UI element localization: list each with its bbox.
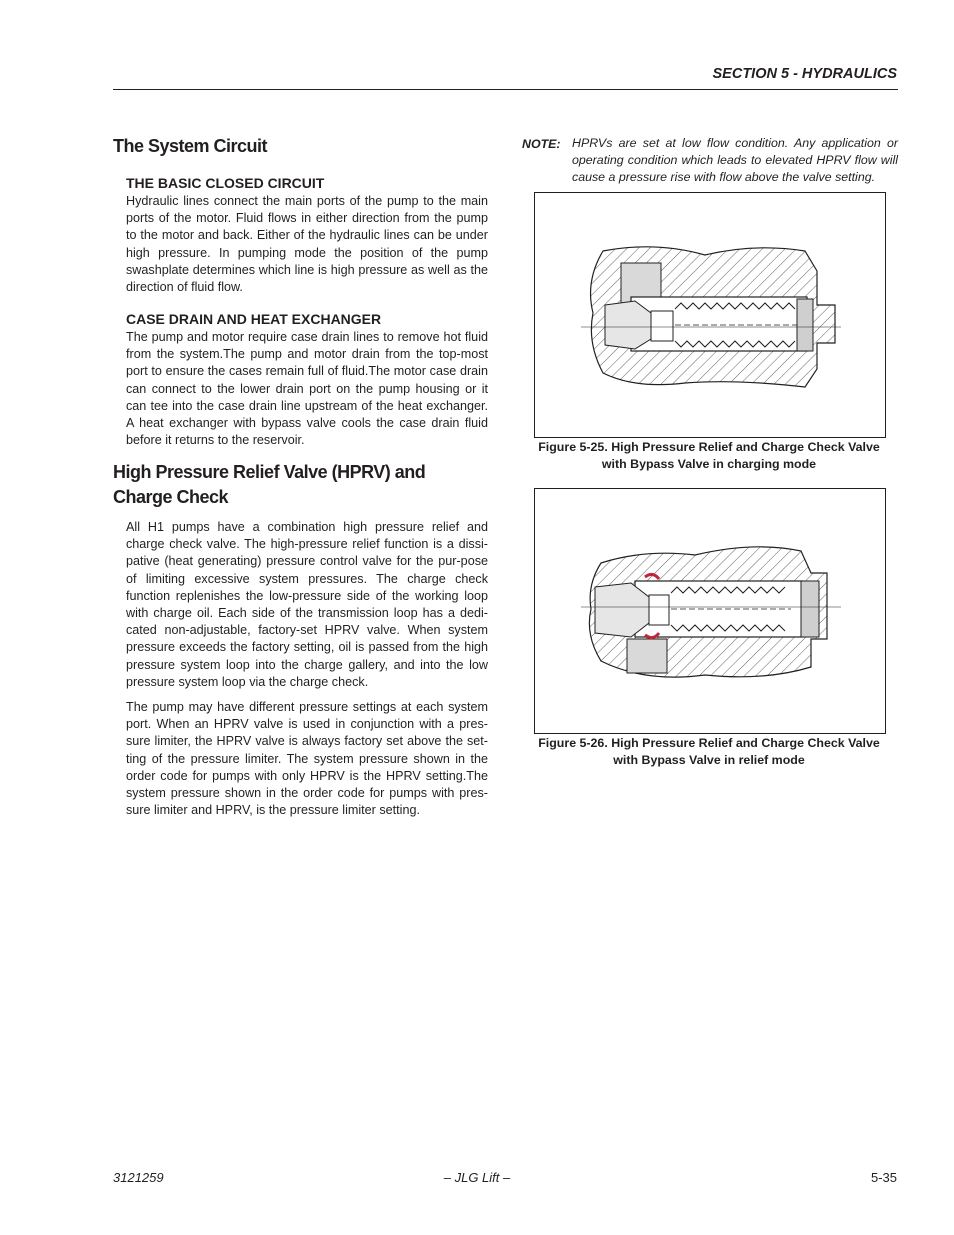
figure-5-25-caption-line1: Figure 5-25. High Pressure Relief and Charge Check Valve [538, 440, 880, 454]
figure-5-26-caption-line2: with Bypass Valve in relief mode [613, 753, 805, 768]
footer-document-number: 3121259 [113, 1170, 164, 1185]
figure-5-26-caption [524, 735, 894, 770]
figure-5-26-caption-line1: Figure 5-26. High Pressure Relief and Charge Check Valve [538, 736, 880, 750]
figure-5-25 [534, 192, 886, 438]
figure-5-25-caption-line2: with Bypass Valve in charging mode [601, 457, 817, 472]
hprv-relief-diagram [535, 489, 885, 733]
basic-closed-circuit-heading: THE BASIC CLOSED CIRCUIT [126, 175, 325, 191]
header-rule [113, 89, 898, 90]
case-drain-text: The pump and motor require case drain lines to remove hot fluid from the system.The pump and motor drain from the top-most port to ensure the cases remain full of fluid.The motor case drain can connect to the lower drain port on the pump housing or it can tee into the case drain line upstream of the heat exchanger. A heat exchanger with bypass valve cools the case drain fluid before it returns to the reservoir. [126, 330, 488, 448]
hprv-heading: High Pressure Relief Valve (HPRV) and Charge Check [113, 462, 426, 507]
hprv-paragraph-2: The pump may have different pressure settings at each system port. When an HPRV valve is used in conjunction with a pres-sure limiter, the HPRV valve is always factory set above the set-ting of the pressure limiter. The system pressure shown in the order code for pumps with only HPRV is the HPRV setting.The system pressure shown in the order code for pumps with pres-sure limiter and HPRV, is the pressure limiter setting. [126, 700, 488, 818]
case-drain-heading: CASE DRAIN AND HEAT EXCHANGER [126, 311, 382, 327]
hprv-charging-diagram [535, 193, 885, 437]
note-label: NOTE: [522, 137, 561, 151]
section-header: SECTION 5 - HYDRAULICS [712, 66, 897, 82]
hprv-paragraph-1: All H1 pumps have a combination high pressure relief and charge check valve. The high-pressure relief function is a dissi-pative (heat generating) pressure control valve for the pur-pose of limiting excessive system pressures. The charge check function replenishes the low-pressure side of the working loop with charge oil. Each side of the transmission loop has a dedi-cated non-adjustable, factory-set HPRV valve. When system pressure exceeds the factory setting, oil is passed from the high pressure system loop into the charge gallery, and into the low pressure system loop via the charge check. [126, 520, 488, 689]
figure-5-26 [534, 488, 886, 734]
note-text: HPRVs are set at low flow condition. Any application or operating condition which leads to elevated HPRV flow will cause a pressure rise with flow above the valve setting. [572, 136, 898, 185]
footer-brand: – JLG Lift – [443, 1170, 511, 1185]
system-circuit-heading: The System Circuit [113, 136, 268, 156]
basic-closed-circuit-text: Hydraulic lines connect the main ports of the pump to the main ports of the motor. Fluid flows in either direction from the pump to the motor and back. Either of the hydraulic lines can be under high pressure. In pumping mode the position of the pump swashplate determines which line is high pressure as well as the direction of fluid flow. [126, 194, 488, 295]
footer-page-number: 5-35 [870, 1170, 897, 1185]
figure-5-25-caption [524, 439, 894, 474]
